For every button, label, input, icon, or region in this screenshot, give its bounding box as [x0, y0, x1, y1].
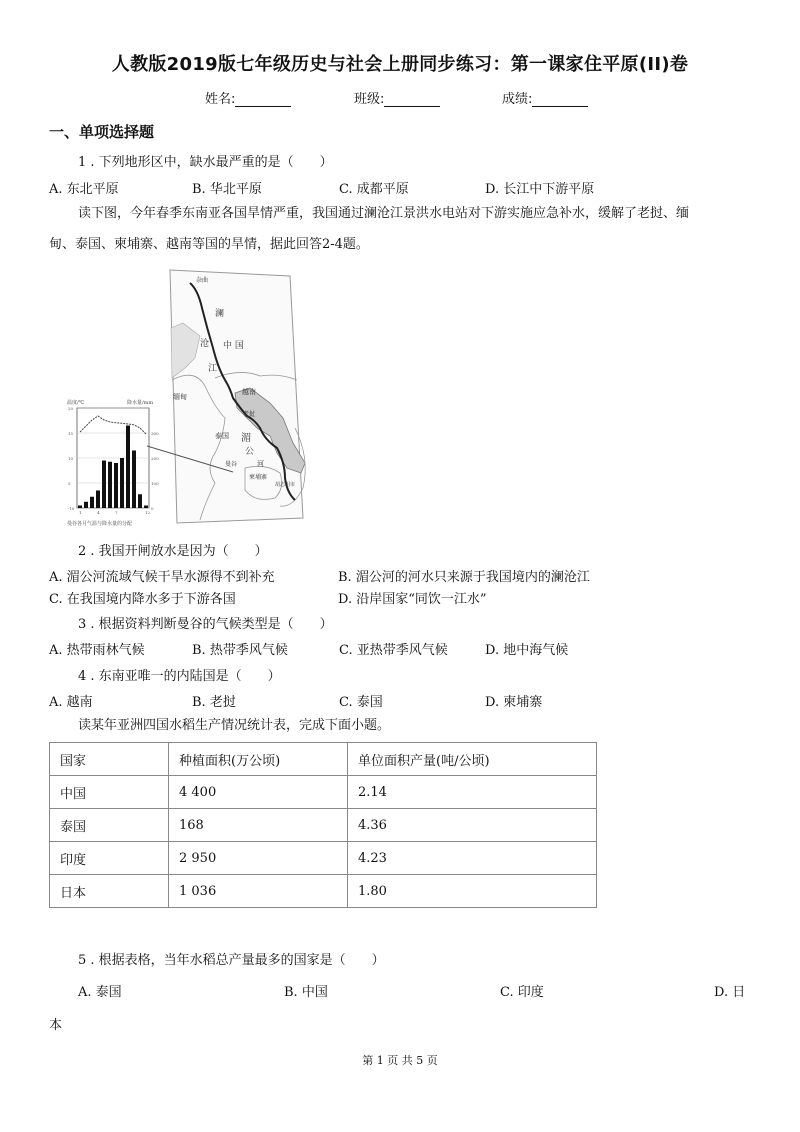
precipitation-bar [138, 494, 142, 508]
temp-tick-label: 10 [68, 456, 74, 461]
map-label-mei: 湄 [241, 433, 251, 444]
temperature-line [80, 416, 146, 434]
climate-chart [67, 399, 159, 527]
climate-caption: 曼谷各月气温与降水量的分配 [67, 521, 133, 527]
table-cell: 2 950 [169, 842, 348, 875]
map-label-hcmc: 胡志明市 [275, 482, 296, 488]
map-label-vietnam: 越南 [242, 388, 256, 396]
precipitation-bar [114, 463, 118, 508]
precipitation-bar [90, 497, 94, 508]
passage-line-2: 甸、泰国、柬埔寨、越南等国的旱情，据此回答2-4题。 [49, 237, 369, 252]
q4-option-c[interactable]: C. 泰国 [339, 695, 383, 710]
temp-tick-label: -10 [68, 506, 75, 511]
precipitation-bar [132, 451, 136, 509]
q3-option-c[interactable]: C. 亚热带季风气候 [339, 643, 448, 658]
class-blank[interactable] [384, 94, 440, 107]
q4-option-d[interactable]: D. 柬埔寨 [485, 695, 543, 710]
q3-option-a[interactable]: A. 热带雨林气候 [49, 643, 145, 658]
q4-option-b[interactable]: B. 老挝 [192, 695, 236, 710]
table-header-cell: 单位面积产量(吨/公顷) [348, 743, 597, 776]
table-cell: 日本 [50, 875, 169, 908]
map-label-jiang: 江 [208, 364, 218, 374]
document-title: 人教版2019版七年级历史与社会上册同步练习：第一课家住平原(II)卷 [111, 54, 689, 75]
q4-option-a[interactable]: A. 越南 [49, 695, 93, 710]
map-label-myanmar: 缅甸 [173, 393, 187, 401]
precipitation-bar [144, 506, 148, 509]
q3-option-d[interactable]: D. 地中海气候 [485, 643, 569, 658]
precip-tick-label: 300 [151, 431, 159, 436]
score-label: 成绩: [502, 92, 533, 107]
table-header-cell: 种植面积(万公顷) [169, 743, 348, 776]
q5-option-c[interactable]: C. 印度 [500, 985, 544, 1000]
name-label: 姓名: [205, 92, 236, 107]
q2-option-c[interactable]: C. 在我国境内降水多于下游各国 [49, 592, 236, 607]
month-tick-label: 7 [115, 510, 118, 515]
question-4-stem: 4 . 东南亚唯一的内陆国是（ ） [78, 669, 281, 684]
precipitation-bar [84, 502, 88, 508]
class-label: 班级: [354, 92, 385, 107]
table-cell: 4.23 [348, 842, 597, 875]
page-footer: 第 1 页 共 5 页 [362, 1054, 438, 1067]
map-label-lan: 澜 [215, 309, 225, 319]
temp-tick-label: 5 [68, 481, 71, 486]
q5-option-b[interactable]: B. 中国 [284, 985, 328, 1000]
map-label-laos: 老挝 [243, 411, 256, 418]
table-cell: 2.14 [348, 776, 597, 809]
passage-line-1: 读下图，今年春季东南亚各国旱情严重，我国通过澜沧江景洪水电站对下游实施应急补水，缓解了老挝、缅 [78, 206, 690, 221]
map-label-cang: 沧 [200, 339, 210, 349]
q1-option-b[interactable]: B. 华北平原 [192, 182, 262, 197]
q1-option-c[interactable]: C. 成都平原 [339, 182, 409, 197]
precipitation-bar [108, 462, 112, 508]
map-label-bangkok: 曼谷 [225, 461, 238, 468]
question-5-stem: 5 . 根据表格，当年水稻总产量最多的国家是（ ） [78, 953, 385, 968]
q1-option-a[interactable]: A. 东北平原 [49, 182, 119, 197]
table-header-row [50, 743, 597, 776]
map-label-china: 中 国 [223, 341, 244, 351]
table-row [50, 776, 597, 809]
q5-option-d[interactable]: D. 日 [714, 985, 746, 1000]
map-label-he: 河 [257, 460, 264, 468]
name-field[interactable] [205, 88, 291, 107]
map-label-cambodia: 柬埔寨 [249, 474, 268, 481]
class-field[interactable] [354, 88, 440, 107]
q2-option-a[interactable]: A. 湄公河流域气候干旱水源得不到补充 [49, 570, 275, 585]
q2-option-d[interactable]: D. 沿岸国家“同饮一江水” [338, 592, 487, 607]
month-tick-label: 1 [79, 510, 82, 515]
precipitation-bar [126, 426, 130, 509]
temp-tick-label: 20 [68, 406, 74, 411]
question-3-stem: 3 . 根据资料判断曼谷的气候类型是（ ） [78, 617, 333, 632]
precip-tick-label: 0 [151, 506, 154, 511]
table-row [50, 875, 597, 908]
precipitation-bar [96, 491, 100, 509]
score-blank[interactable] [532, 94, 588, 107]
precipitation-bar [120, 458, 124, 508]
map-label-source: 杂曲 [196, 277, 209, 284]
temp-tick-label: 15 [68, 431, 74, 436]
table-cell: 1 036 [169, 875, 348, 908]
rice-production-table [49, 742, 597, 908]
temp-axis-label: 温度/℃ [67, 400, 85, 406]
precip-tick-label: 100 [151, 481, 159, 486]
passage-table-intro: 读某年亚洲四国水稻生产情况统计表，完成下面小题。 [78, 718, 391, 733]
map-label-thailand: 泰国 [215, 432, 229, 440]
q3-option-b[interactable]: B. 热带季风气候 [192, 643, 288, 658]
table-cell: 4.36 [348, 809, 597, 842]
precip-axis-label: 降水量/mm [127, 400, 154, 406]
name-blank[interactable] [235, 94, 291, 107]
table-cell: 泰国 [50, 809, 169, 842]
month-tick-label: 4 [97, 510, 100, 515]
map-svg [65, 268, 320, 530]
score-field[interactable] [502, 88, 588, 107]
month-tick-label: 12 [145, 510, 151, 515]
table-row [50, 842, 597, 875]
q2-option-b[interactable]: B. 湄公河的河水只来源于我国境内的澜沧江 [338, 570, 590, 585]
q1-option-d[interactable]: D. 长江中下游平原 [485, 182, 595, 197]
table-cell: 印度 [50, 842, 169, 875]
question-1-stem: 1 . 下列地形区中，缺水最严重的是（ ） [78, 155, 333, 170]
table-cell: 168 [169, 809, 348, 842]
table-row [50, 809, 597, 842]
precip-tick-label: 200 [151, 456, 159, 461]
map-label-gong: 公 [245, 447, 255, 457]
table-cell: 4 400 [169, 776, 348, 809]
section-heading: 一、单项选择题 [49, 123, 155, 141]
q5-option-a[interactable]: A. 泰国 [78, 985, 122, 1000]
q5-option-d-wrap: 本 [49, 1018, 63, 1033]
map-figure [65, 268, 320, 530]
table-header-cell: 国家 [50, 743, 169, 776]
table-cell: 中国 [50, 776, 169, 809]
precipitation-bar [102, 461, 106, 509]
precipitation-bar [78, 506, 82, 509]
table-cell: 1.80 [348, 875, 597, 908]
question-2-stem: 2 . 我国开闸放水是因为（ ） [78, 544, 268, 559]
